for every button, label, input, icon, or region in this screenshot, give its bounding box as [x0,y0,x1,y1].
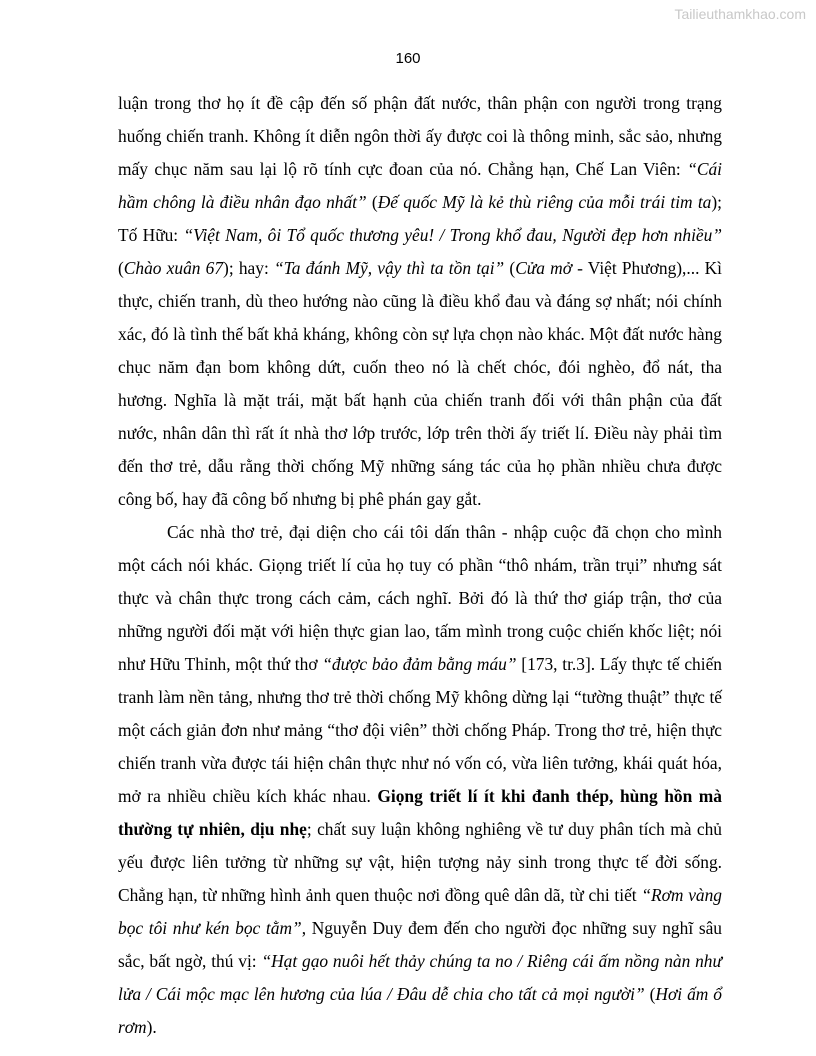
text-run: xác, đó là tình thế bất khả kháng, không còn sự lựa chọn nào khác. Một đất nước hàng [118,324,722,344]
text-run: mở ra nhiều chiều kích khác nhau. [118,786,378,806]
text-line [118,648,722,681]
text-line [118,252,722,285]
text-run: luận trong thơ họ ít đề cập đến số phận đất nước, thân phận con người trong trạng [118,93,722,113]
italic-run: “Hạt gạo nuôi hết thảy chúng ta no / Riêng cái ấm nồng nàn như [261,951,722,971]
text-line [118,384,722,417]
text-line [118,153,722,186]
text-run: ( [644,984,656,1004]
text-run: chiến tranh vừa được tái hiện chân thực như nó vốn có, vừa liên tưởng, khái quát hóa, [118,753,722,773]
text-run: Tố Hữu: [118,225,184,245]
text-run: huống chiến tranh. Không ít diễn ngôn thời ấy được coi là thông minh, sắc sảo, nhưng [118,126,722,146]
page-number: 160 [395,50,421,67]
text-line [118,87,722,120]
text-run: như Hữu Thỉnh, một thứ thơ [118,654,323,674]
text-line [118,1011,722,1044]
italic-run: Hơi ấm ổ [655,984,722,1004]
text-line [118,417,722,450]
text-line [118,285,722,318]
text-run: đến thơ trẻ, dẫu rằng thời chống Mỹ những sáng tác của họ phần nhiều chưa được [118,456,722,476]
italic-run: lửa / Cái mộc mạc lên hương của lúa / Đâu dễ chia cho tất cả mọi người” [118,984,645,1004]
text-line [118,450,722,483]
text-line [118,549,722,582]
text-run: ); hay: [223,258,274,278]
text-run: Các nhà thơ trẻ, đại diện cho cái tôi dấn thân - nhập cuộc đã chọn cho mình [167,522,722,542]
text-run: mấy chục năm sau lại lộ rõ tính cực đoan của nó. Chẳng hạn, Chế Lan Viên: [118,159,688,179]
italic-run: “Rơm vàng [641,885,722,905]
text-run: yếu được liên tưởng từ những sự vật, hiện tượng nảy sinh trong thực tế đời sống. [118,852,722,872]
text-line [118,714,722,747]
text-run: ( [504,258,516,278]
text-run: một cách nói khác. Giọng triết lí của họ tuy có phần “thô nhám, trần trụi” nhưng sát [118,555,722,575]
italic-run: “Cái [687,159,722,179]
italic-run: “Việt Nam, ôi Tổ quốc thương yêu! / Trong khổ đau, Người đẹp hơn nhiều” [183,225,722,245]
text-line [118,219,722,252]
paragraph [118,87,722,516]
text-line [118,780,722,813]
text-line [118,681,722,714]
text-run: thực, chiến tranh, dù theo hướng nào cũng là điều khổ đau và đáng sợ nhất; nói chính [118,291,722,311]
text-run: , Nguyễn Duy đem đến cho người đọc những suy nghĩ sâu [301,918,722,938]
text-line [118,351,722,384]
paragraph [118,516,722,1044]
text-run: ). [146,1017,157,1037]
text-line [118,483,722,516]
text-line [118,846,722,879]
text-line [118,615,722,648]
text-line [118,879,722,912]
text-line [118,912,722,945]
text-line [118,813,722,846]
text-run: công bố, hay đã công bố nhưng bị phê phán gay gắt. [118,489,482,509]
text-line [118,516,722,549]
text-run: chục năm đạn bom không dứt, cuốn theo nó là chết chóc, đói nghèo, đổ nát, tha [118,357,722,377]
text-line [118,318,722,351]
text-run: một cách giản đơn như mảng “thơ đội viên” thời chống Pháp. Trong thơ trẻ, hiện thực [118,720,722,740]
italic-run: “được bảo đảm bằng máu” [322,654,517,674]
italic-run: rơm [118,1017,147,1037]
text-line [118,747,722,780]
text-line [118,186,722,219]
text-run: [173, tr.3]. Lấy thực tế chiến [516,654,722,674]
text-run: ); [711,192,722,212]
italic-run: “Ta đánh Mỹ, vậy thì ta tồn tại” [273,258,505,278]
italic-run: Cửa mở [515,258,572,278]
italic-run: bọc tôi như kén bọc tằm” [118,918,302,938]
text-run: sắc, bất ngờ, thú vị: [118,951,262,971]
text-run: Chẳng hạn, từ những hình ảnh quen thuộc nơi đồng quê dân dã, từ chi tiết [118,885,642,905]
text-run: nước, nhân dân thì rất ít nhà thơ lớp trước, lớp trên thời ấy triết lí. Điều này phải tìm [118,423,722,443]
italic-run: hầm chông là điều nhân đạo nhất” [118,192,367,212]
text-run: ; chất suy luận không nghiêng về tư duy phân tích mà chủ [306,819,722,839]
italic-run: Đế quốc Mỹ là kẻ thù riêng của mỗi trái tim ta [377,192,712,212]
text-run: những người đối mặt với hiện thực gian lao, tấm mình trong cuộc chiến khốc liệt; nói [118,621,722,641]
italic-run: Chào xuân 67 [123,258,224,278]
document-body [118,87,722,1044]
bold-run: thường tự nhiên, dịu nhẹ [118,819,307,839]
text-run: hương. Nghĩa là mặt trái, mặt bất hạnh của chiến tranh đối với thân phận của đất [118,390,722,410]
text-run: ( [118,258,124,278]
text-line [118,582,722,615]
text-run: tranh làm nền tảng, nhưng thơ trẻ thời chống Mỹ không dừng lại “tường thuật” thực tế [118,687,722,707]
bold-run: Giọng triết lí ít khi đanh thép, hùng hồn mà [377,786,722,806]
text-line [118,945,722,978]
text-run: - Việt Phương),... Kì [571,258,723,278]
text-run: ( [366,192,378,212]
text-line [118,120,722,153]
text-line [118,978,722,1011]
text-run: thực và chân thực trong cách cảm, cách nghĩ. Bởi đó là thứ thơ giáp trận, thơ của [118,588,722,608]
watermark: Tailieuthamkhao.com [674,6,806,22]
